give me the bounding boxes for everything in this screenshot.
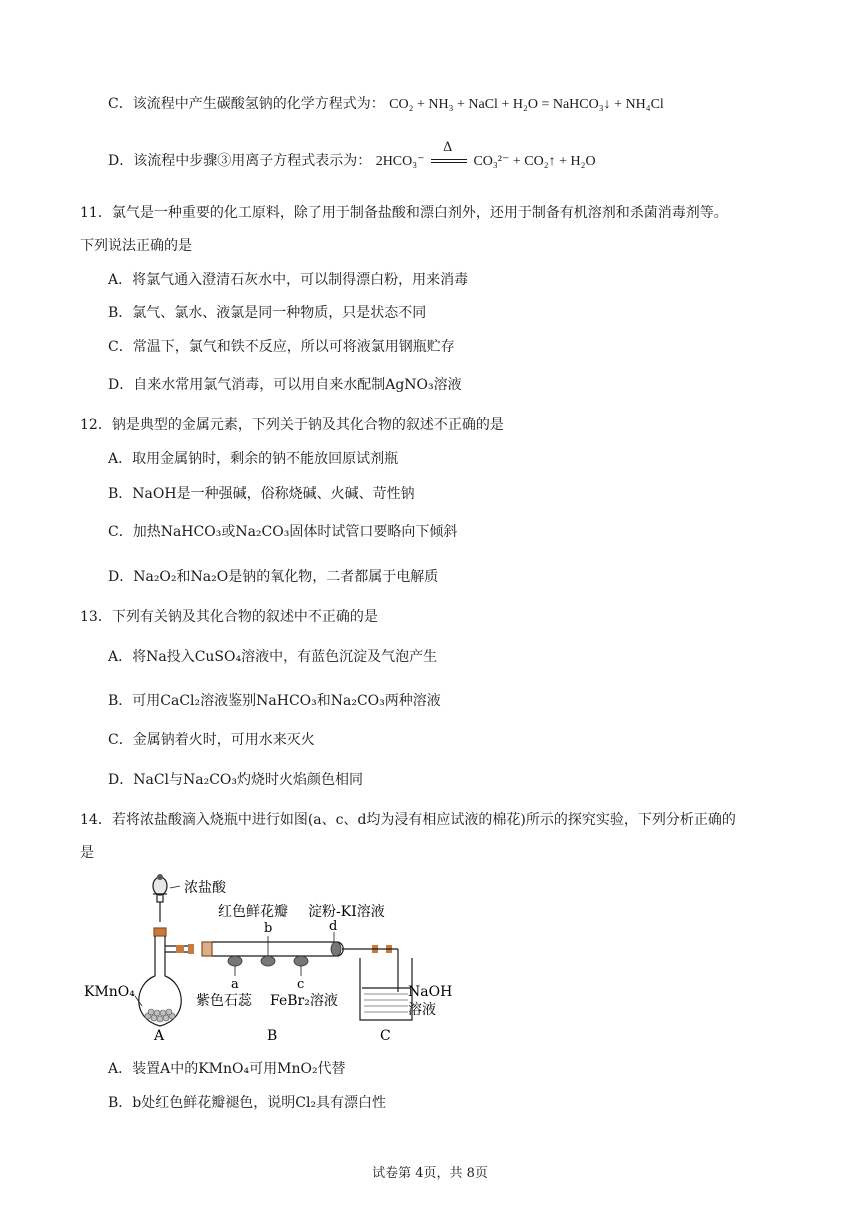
page-footer: 试卷第 4页，共 8页: [372, 1166, 488, 1181]
label-device-b: B: [267, 1028, 278, 1044]
q12-stem: 12．钠是典型的金属元素，下列关于钠及其化合物的叙述不正确的是: [80, 417, 504, 433]
label-red-petal: 红色鲜花瓣: [218, 904, 288, 920]
kmno4-granules: [145, 1009, 175, 1022]
q14-stem-line-1: 14．若将浓盐酸滴入烧瓶中进行如图(a、c、d均为浸有相应试液的棉花)所示的探究实验，下列分析正确的: [80, 812, 736, 828]
label-kmno4: KMnO₄: [84, 984, 135, 1000]
q10-option-d: [108, 140, 596, 172]
separatory-funnel: [153, 877, 167, 922]
heat-symbol: Δ: [442, 140, 453, 155]
q11-stem-line-2: 下列说法正确的是: [80, 238, 192, 254]
q10-option-d-text: D．该流程中步骤③用离子方程式表示为：: [108, 153, 372, 169]
naoh-liquid: [364, 994, 408, 1012]
q11-option-c: C．常温下，氯气和铁不反应，所以可将液氯用钢瓶贮存: [108, 339, 455, 355]
q13-option-b: B．可用CaCl₂溶液鉴别NaHCO₃和Na₂CO₃两种溶液: [108, 693, 441, 709]
heat-arrow: [429, 140, 469, 168]
q12-option-a: A．取用金属钠时，剩余的钠不能放回原试剂瓶: [108, 451, 399, 467]
q13-stem: 13．下列有关钠及其化合物的叙述中不正确的是: [80, 609, 378, 625]
q13-option-c: C．金属钠着火时，可用水来灭火: [108, 732, 315, 748]
q10-option-d-eq-left: 2HCO₃⁻: [375, 154, 425, 169]
label-a: a: [231, 977, 239, 992]
q14-option-a: A．装置A中的KMnO₄可用MnO₂代替: [108, 1061, 346, 1077]
q11-option-b: B．氯气、氯水、液氯是同一种物质，只是状态不同: [108, 305, 427, 321]
q12-option-b: B．NaOH是一种强碱，俗称烧碱、火碱、苛性钠: [108, 486, 415, 502]
label-starch-ki: 淀粉-KI溶液: [308, 904, 385, 920]
label-conc-hcl: 浓盐酸: [184, 880, 226, 896]
q11-stem-line-1: 11．氯气是一种重要的化工原料，除了用于制备盐酸和漂白剂外，还用于制备有机溶剂和杀菌消毒剂等。: [80, 205, 728, 221]
beaker-c: [360, 958, 412, 1020]
q11-option-d: D．自来水常用氯气消毒，可以用自来水配制AgNO₃溶液: [108, 377, 462, 393]
q12-option-d: D．Na₂O₂和Na₂O是钠的氧化物，二者都属于电解质: [108, 569, 439, 585]
label-device-a: A: [154, 1028, 165, 1044]
q14-stem-line-2: 是: [80, 845, 94, 861]
q11-option-a: A．将氯气通入澄清石灰水中，可以制得漂白粉，用来消毒: [108, 272, 469, 288]
label-naoh-1: NaOH: [408, 984, 453, 1000]
label-d: d: [329, 919, 338, 934]
q12-option-c: C．加热NaHCO₃或Na₂CO₃固体时试管口要略向下倾斜: [108, 524, 458, 540]
label-naoh-2: 溶液: [408, 1002, 436, 1018]
label-b: b: [264, 921, 273, 936]
q14-option-b: B．b处红色鲜花瓣褪色，说明Cl₂具有漂白性: [108, 1095, 387, 1111]
stopcock: [157, 874, 163, 880]
q13-option-a: A．将Na投入CuSO₄溶液中，有蓝色沉淀及气泡产生: [108, 649, 438, 665]
label-device-c: C: [380, 1028, 391, 1044]
q10-option-d-eq-right: CO₃²⁻ + CO₂↑ + H₂O: [473, 154, 596, 169]
label-litmus: 紫色石蕊: [196, 993, 252, 1009]
label-febr2: FeBr₂溶液: [270, 993, 338, 1009]
q10-option-c-text: C．该流程中产生碳酸氢钠的化学方程式为：: [108, 96, 385, 112]
q13-option-d: D．NaCl与Na₂CO₃灼烧时火焰颜色相同: [108, 772, 364, 788]
q10-option-c: [108, 94, 664, 115]
q10-option-c-equation: CO₂ + NH₃ + NaCl + H₂O = NaHCO₃↓ + NH₄Cl: [389, 97, 664, 112]
apparatus-figure: [80, 868, 460, 1048]
label-c: c: [297, 977, 305, 992]
cotton-swabs: [228, 942, 341, 966]
